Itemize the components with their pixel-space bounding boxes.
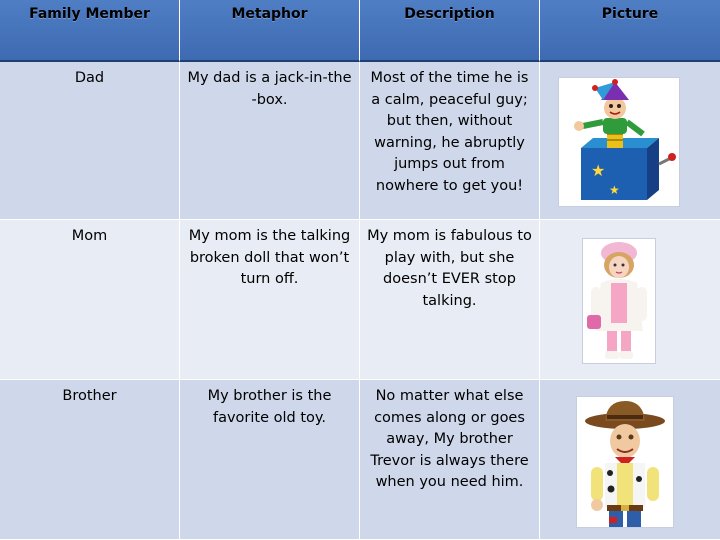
description-cell: No matter what else comes along or goes away, My brother Trevor is always there when you need him. bbox=[360, 380, 540, 540]
header-metaphor: Metaphor bbox=[180, 0, 360, 62]
picture-cell bbox=[540, 62, 720, 220]
family-member-cell: Mom bbox=[0, 220, 180, 380]
header-description: Description bbox=[360, 0, 540, 62]
metaphor-cell: My mom is the talking broken doll that won’t turn off. bbox=[180, 220, 360, 380]
header-family-member: Family Member bbox=[0, 0, 180, 62]
table-row bbox=[0, 220, 720, 380]
picture-cell bbox=[540, 220, 720, 380]
description-cell: Most of the time he is a calm, peaceful guy; but then, without warning, he abruptly jumps out from nowhere to get you! bbox=[360, 62, 540, 220]
metaphor-cell: My dad is a jack-in-the -box. bbox=[180, 62, 360, 220]
jack-in-the-box-picture bbox=[558, 77, 680, 207]
picture-cell bbox=[540, 380, 720, 540]
table-row bbox=[0, 62, 720, 220]
family-member-cell: Dad bbox=[0, 62, 180, 220]
svg-text:★: ★ bbox=[591, 161, 606, 180]
header-picture: Picture bbox=[540, 0, 720, 62]
family-member-cell: Brother bbox=[0, 380, 180, 540]
description-cell: My mom is fabulous to play with, but she doesn’t EVER stop talking. bbox=[360, 220, 540, 380]
cowboy-toy-picture bbox=[576, 396, 674, 528]
metaphor-cell: My brother is the favorite old toy. bbox=[180, 380, 360, 540]
svg-text:★: ★ bbox=[609, 183, 620, 197]
table-header-row bbox=[0, 0, 720, 62]
table-row bbox=[0, 380, 720, 540]
doll-picture bbox=[582, 238, 656, 364]
